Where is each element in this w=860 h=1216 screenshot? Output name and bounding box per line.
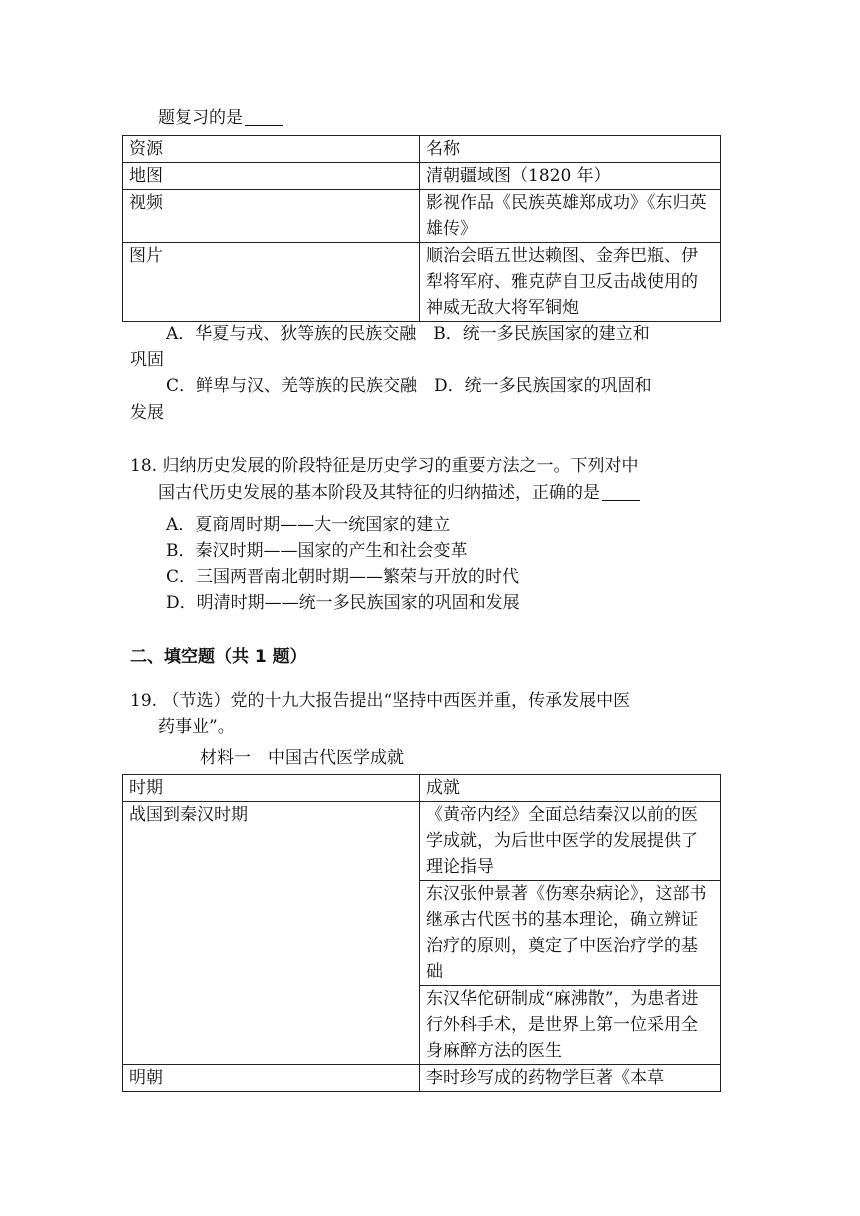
q17-stem-text: 题复习的是 bbox=[158, 108, 243, 128]
answer-blank bbox=[602, 482, 640, 501]
q18-option-c: C．三国两晋南北朝时期——繁荣与开放的时代 bbox=[166, 567, 520, 587]
q18-option-a: A．夏商周时期——大一统国家的建立 bbox=[166, 515, 451, 535]
q18-stem-text: 国古代历史发展的基本阶段及其特征的归纳描述，正确的是 bbox=[158, 483, 600, 503]
q19-stem-line2: 药事业”。 bbox=[158, 717, 235, 737]
table-cell: 视频 bbox=[123, 190, 420, 243]
q17-options-cd: C．鲜卑与汉、羌等族的民族交融 D．统一多民族国家的巩固和 bbox=[166, 376, 652, 396]
q17-options-ab-wrap: 巩固 bbox=[130, 350, 164, 370]
q18-stem-line2 bbox=[158, 480, 640, 506]
achievement-item: 《黄帝内经》全面总结秦汉以前的医学成就，为后世中医学的发展提供了理论指导 bbox=[426, 805, 698, 877]
table-cell-period: 明朝 bbox=[123, 1065, 420, 1092]
table-header-resource: 资源 bbox=[123, 136, 420, 163]
q17-options-ab: A．华夏与戎、狄等族的民族交融 B．统一多民族国家的建立和 bbox=[166, 324, 650, 344]
section-title: 二、填空题（共 1 题） bbox=[130, 647, 307, 667]
table-cell-achievements bbox=[420, 802, 721, 1065]
table-cell: 地图 bbox=[123, 163, 420, 190]
table-row bbox=[123, 243, 721, 322]
q18-stem-line1: 18. 归纳历史发展的阶段特征是历史学习的重要方法之一。下列对中 bbox=[130, 456, 639, 476]
table-cell-achievement: 李时珍写成的药物学巨著《本草 bbox=[420, 1065, 721, 1092]
table-row bbox=[123, 163, 721, 190]
answer-blank bbox=[245, 107, 283, 126]
table-header-achievement: 成就 bbox=[420, 775, 721, 802]
table-cell-period: 战国到秦汉时期 bbox=[123, 802, 420, 1065]
achievement-item: 东汉华佗研制成“麻沸散”，为患者进行外科手术，是世界上第一位采用全身麻醉方法的医生 bbox=[420, 985, 720, 1064]
achievement-item: 东汉张仲景著《伤寒杂病论》，这部书继承古代医书的基本理论，确立辨证治疗的原则，奠定了中医治疗学的基础 bbox=[420, 880, 720, 985]
q19-stem-line1: 19. （节选）党的十九大报告提出“坚持中西医并重，传承发展中医 bbox=[130, 691, 631, 711]
table-cell: 图片 bbox=[123, 243, 420, 322]
q19-medicine-table bbox=[122, 774, 721, 1092]
q18-option-d: D．明清时期——统一多民族国家的巩固和发展 bbox=[166, 593, 520, 613]
table-header-name: 名称 bbox=[420, 136, 721, 163]
q17-resource-table bbox=[122, 135, 721, 322]
q18-option-b: B．秦汉时期——国家的产生和社会变革 bbox=[166, 541, 468, 561]
table-cell: 影视作品《民族英雄郑成功》《东归英雄传》 bbox=[420, 190, 721, 243]
table-row bbox=[123, 802, 721, 1065]
table-row bbox=[123, 1065, 721, 1092]
table-cell: 顺治会晤五世达赖图、金奔巴瓶、伊犁将军府、雅克萨自卫反击战使用的神威无敌大将军铜炮 bbox=[420, 243, 721, 322]
table-header-period: 时期 bbox=[123, 775, 420, 802]
q17-stem-tail bbox=[158, 105, 283, 131]
table-row bbox=[123, 190, 721, 243]
q19-material-title: 材料一 中国古代医学成就 bbox=[200, 748, 404, 768]
q17-options-cd-wrap: 发展 bbox=[130, 403, 164, 423]
table-cell: 清朝疆域图（1820 年） bbox=[420, 163, 721, 190]
